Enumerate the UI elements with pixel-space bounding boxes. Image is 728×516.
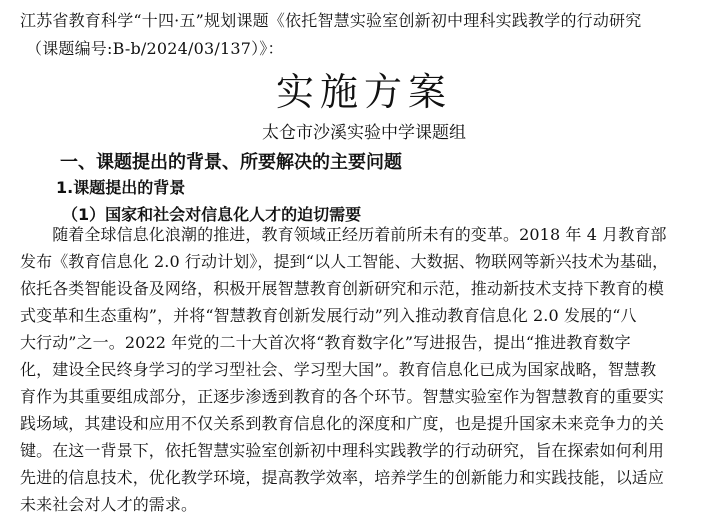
body-line: 键。在这一背景下，依托智慧实验室创新初中理科实践教学的行动研究，旨在探索如何利用 xyxy=(20,441,665,460)
body-line: 随着全球信息化浪潮的推进，教育领域正经历着前所未有的变革。2018 年 4 月教育部 xyxy=(20,225,667,244)
body-line: 发布《教育信息化 2.0 行动计划》，提到“以人工智能、大数据、物联网等新兴技术为基础， xyxy=(20,252,669,271)
subsubsection-heading: （1）国家和社会对信息化人才的迫切需要 xyxy=(62,205,362,224)
body-line-overflow: 未来社会对人才的需求。 xyxy=(20,495,198,514)
body-line: 式变革和生态重构”，并将“智慧教育创新发展行动”列入推动教育信息化 2.0 发展的“八 xyxy=(20,306,637,325)
body-line: 践场域，其建设和应用不仅关系到教育信息化的深度和广度，也是提升国家未来竞争力的关 xyxy=(20,414,665,433)
body-line: 化，建设全民终身学习的学习型社会、学习型大国”。教育信息化已成为国家战略，智慧教 xyxy=(20,360,657,379)
project-code-line: （课题编号:B-b/2024/03/137）》： xyxy=(26,39,284,58)
subsection-heading: 1.课题提出的背景 xyxy=(56,178,186,197)
section-heading: 一、课题提出的背景、所要解决的主要问题 xyxy=(60,152,402,173)
organization-name: 太仓市沙溪实验中学课题组 xyxy=(262,123,466,143)
body-line: 先进的信息技术，优化教学环境，提高教学效率，培养学生的创新能力和实践技能，以适应 xyxy=(20,468,665,487)
body-line: 大行动”之一。2022 年党的二十大首次将“教育数字化”写进报告，提出“推进教育数字 xyxy=(20,333,631,352)
document-title: 实施方案 xyxy=(275,70,452,114)
project-subject-line: 江苏省教育科学“十四·五”规划课题《依托智慧实验室创新初中理科实践教学的行动研究 xyxy=(20,11,642,30)
body-line: 依托各类智能设备及网络，积极开展智慧教育创新研究和示范，推动新技术支持下教育的模 xyxy=(20,279,665,298)
body-line: 育作为其重要组成部分，正逐步渗透到教育的各个环节。智慧实验室作为智慧教育的重要实 xyxy=(20,387,665,406)
